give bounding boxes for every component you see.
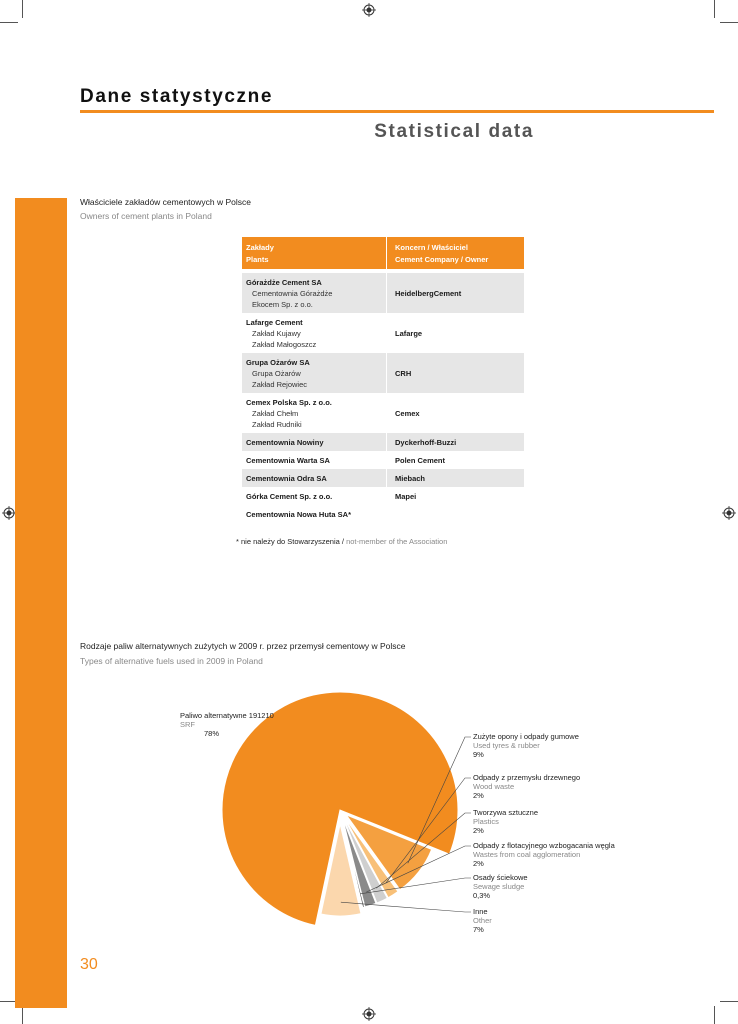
plant-name: Cementownia Warta SA — [246, 456, 330, 465]
header-plants-en: Plants — [246, 255, 269, 264]
page-title-en: Statistical data — [374, 121, 534, 142]
legend-percent: 7% — [473, 925, 484, 934]
owner-name: Polen Cement — [395, 455, 446, 465]
legend-percent: 0,3% — [473, 891, 491, 900]
owners-caption-en: Owners of cement plants in Poland — [80, 211, 212, 221]
header-owner-en: Cement Company / Owner — [395, 255, 489, 264]
legend-label-pl: Osady ściekowe — [473, 873, 528, 882]
legend-percent: 78% — [204, 729, 220, 738]
page-number: 30 — [80, 956, 98, 973]
pie-legend-item — [180, 711, 274, 738]
owner-name: HeidelbergCement — [395, 288, 462, 298]
pie-legend-item — [473, 732, 579, 759]
owner-name: CRH — [395, 368, 412, 378]
legend-percent: 2% — [473, 826, 484, 835]
legend-label-pl: Tworzywa sztuczne — [473, 808, 539, 817]
owner-name: Lafarge — [395, 328, 423, 338]
owners-caption-pl: Właściciele zakładów cementowych w Polsce — [80, 197, 252, 207]
pie-legend-item — [473, 808, 538, 835]
owner-name: Cemex — [395, 408, 420, 418]
legend-label-en: Used tyres & rubber — [473, 741, 540, 750]
plant-name: Górażdże Cement SA — [246, 278, 322, 287]
plant-sub-name: Zakład Chełm — [252, 409, 299, 418]
plant-name: Cemex Polska Sp. z o.o. — [246, 398, 332, 407]
plant-sub-name: Ekocem Sp. z o.o. — [252, 300, 313, 309]
legend-label-pl: Zużyte opony i odpady gumowe — [473, 732, 579, 741]
footnote-en: not-member of the Association — [346, 537, 448, 546]
pie-legend-item — [473, 873, 528, 900]
plant-sub-name: Grupa Ożarów — [252, 369, 301, 378]
header-plants-pl: Zakłady — [246, 243, 274, 252]
legend-label-pl: Odpady z przemysłu drzewnego — [473, 773, 581, 782]
plant-name: Cementownia Odra SA — [246, 474, 327, 483]
header-owner-pl: Koncern / Właściciel — [395, 243, 468, 252]
owner-name: Mapei — [395, 491, 417, 501]
legend-label-pl: Odpady z flotacyjnego wzbogacania węgla — [473, 841, 615, 850]
legend-label-pl: Paliwo alternatywne 191210 — [180, 711, 274, 720]
plant-sub-name: Cementownia Górażdże — [252, 289, 333, 298]
pie-legend-item — [473, 773, 580, 800]
plant-name: Lafarge Cement — [246, 318, 303, 327]
legend-label-en: SRF — [180, 720, 195, 729]
legend-label-en: Plastics — [473, 817, 499, 826]
page-title-pl: Dane statystyczne — [80, 86, 273, 107]
plant-name: Cementownia Nowa Huta SA* — [246, 510, 352, 519]
pie-legend-item — [473, 841, 615, 868]
plant-sub-name: Zakład Rejowiec — [252, 380, 308, 389]
legend-label-en: Wood waste — [473, 782, 515, 791]
plant-sub-name: Zakład Małogoszcz — [252, 340, 317, 349]
owner-name: Dyckerhoff-Buzzi — [395, 437, 457, 447]
legend-percent: 2% — [473, 791, 484, 800]
legend-label-en: Wastes from coal agglomeration — [473, 850, 581, 859]
owner-name: Miebach — [395, 473, 426, 483]
plant-name: Grupa Ożarów SA — [246, 358, 310, 367]
legend-percent: 9% — [473, 750, 484, 759]
fuels-caption-en: Types of alternative fuels used in 2009 in Poland — [80, 656, 263, 666]
plant-name: Górka Cement Sp. z o.o. — [246, 492, 333, 501]
legend-percent: 2% — [473, 859, 484, 868]
pie-legend-item — [473, 907, 492, 934]
plant-sub-name: Zakład Rudniki — [252, 420, 302, 429]
legend-label-en: Sewage sludge — [473, 882, 525, 891]
legend-label-pl: Inne — [473, 907, 488, 916]
plant-name: Cementownia Nowiny — [246, 438, 324, 447]
footnote-pl: * nie należy do Stowarzyszenia / — [236, 537, 347, 546]
legend-label-en: Other — [473, 916, 492, 925]
fuels-caption-pl: Rodzaje paliw alternatywnych zużytych w 2009 r. przez przemysł cementowy w Polsce — [80, 641, 406, 651]
plant-sub-name: Zakład Kujawy — [252, 329, 301, 338]
